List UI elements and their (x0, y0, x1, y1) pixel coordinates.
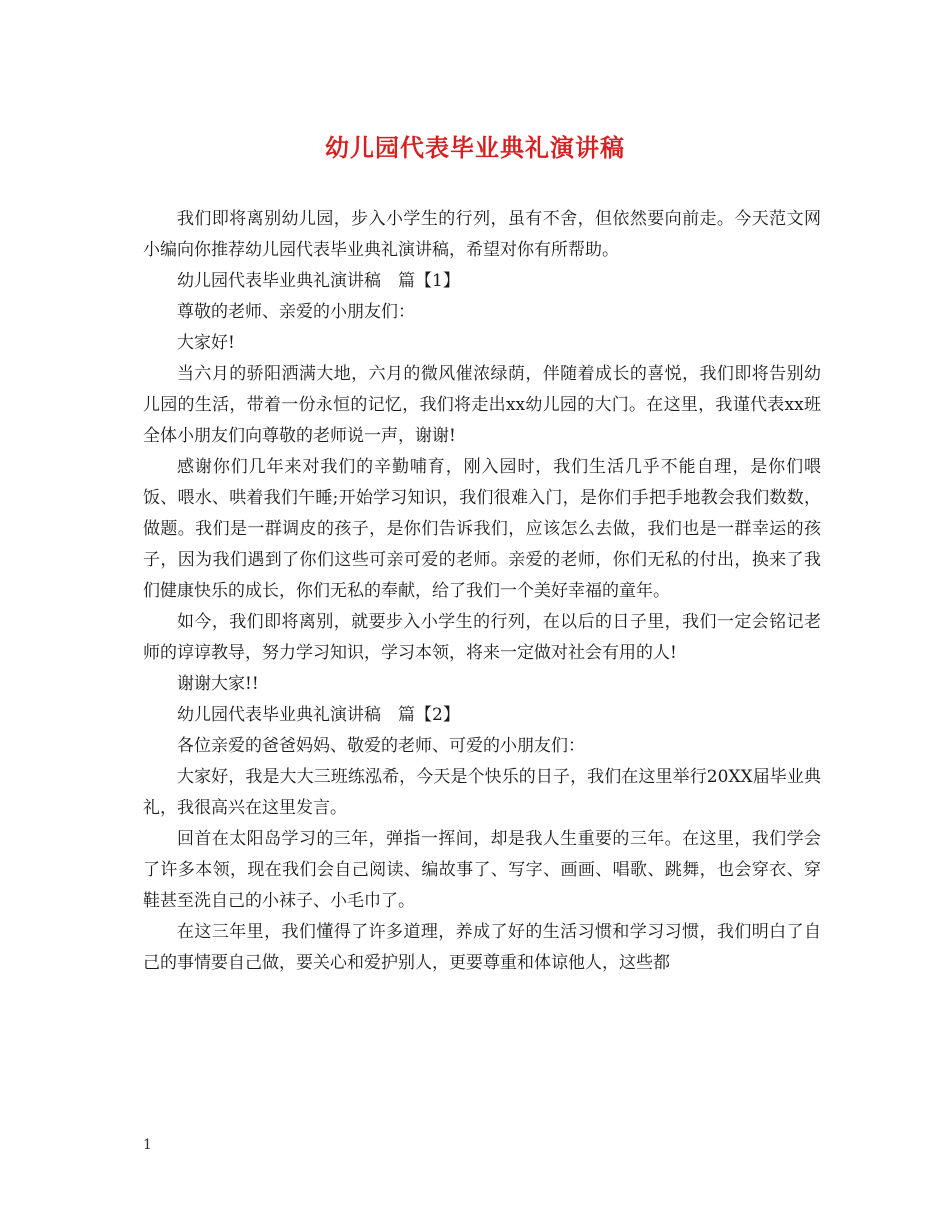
section-heading-2: 幼儿园代表毕业典礼演讲稿 篇【2】 (177, 705, 460, 725)
body-paragraph: 回首在太阳岛学习的三年，弹指一挥间，却是我人生重要的三年。在这里，我们学会了许多本领，现在我们会自己阅读、编故事了、写字、画画、唱歌、跳舞，也会穿衣、穿鞋甚至洗自己的小袜子、小毛巾了。 (143, 829, 821, 911)
section-heading-1: 幼儿园代表毕业典礼演讲稿 篇【1】 (177, 271, 460, 291)
body-paragraph: 大家好，我是大大三班练泓希，今天是个快乐的日子，我们在这里举行20XX届毕业典礼，我很高兴在这里发言。 (143, 767, 821, 818)
body-paragraph: 如今，我们即将离别，就要步入小学生的行列，在以后的日子里，我们一定会铭记老师的谆谆教导，努力学习知识，学习本领，将来一定做对社会有用的人! (143, 612, 821, 663)
page-number: 1 (143, 1137, 152, 1153)
salutation-1: 尊敬的老师、亲爱的小朋友们： (177, 302, 415, 322)
closing-1: 谢谢大家!! (177, 674, 259, 694)
body-paragraph: 在这三年里，我们懂得了许多道理，养成了好的生活习惯和学习习惯，我们明白了自己的事情要自己做，要关心和爱护别人，更要尊重和体谅他人，这些都 (143, 922, 821, 973)
body-paragraph: 当六月的骄阳洒满大地，六月的微风催浓绿荫，伴随着成长的喜悦，我们即将告别幼儿园的生活，带着一份永恒的记忆，我们将走出xx幼儿园的大门。在这里，我谨代表xx班全体小朋友们向尊敬的老师说一声，谢谢! (143, 364, 821, 446)
greeting-1: 大家好! (177, 333, 235, 353)
salutation-2: 各位亲爱的爸爸妈妈、敬爱的老师、可爱的小朋友们： (177, 736, 585, 756)
intro-paragraph: 我们即将离别幼儿园，步入小学生的行列，虽有不舍，但依然要向前走。今天范文网小编向你推荐幼儿园代表毕业典礼演讲稿，希望对你有所帮助。 (143, 209, 821, 260)
body-paragraph: 感谢你们几年来对我们的辛勤哺育，刚入园时，我们生活几乎不能自理，是你们喂饭、喂水、哄着我们午睡;开始学习知识，我们很难入门，是你们手把手地教会我们数数，做题。我们是一群调皮的孩子，是你们告诉我们，应该怎么去做，我们也是一群幸运的孩子，因为我们遇到了你们这些可亲可爱的老师。亲爱的老师，你们无私的付出，换来了我们健康快乐的成长，你们无私的奉献，给了我们一个美好幸福的童年。 (143, 457, 821, 601)
document-body (143, 204, 821, 979)
document-title: 幼儿园代表毕业典礼演讲稿 (325, 133, 625, 162)
